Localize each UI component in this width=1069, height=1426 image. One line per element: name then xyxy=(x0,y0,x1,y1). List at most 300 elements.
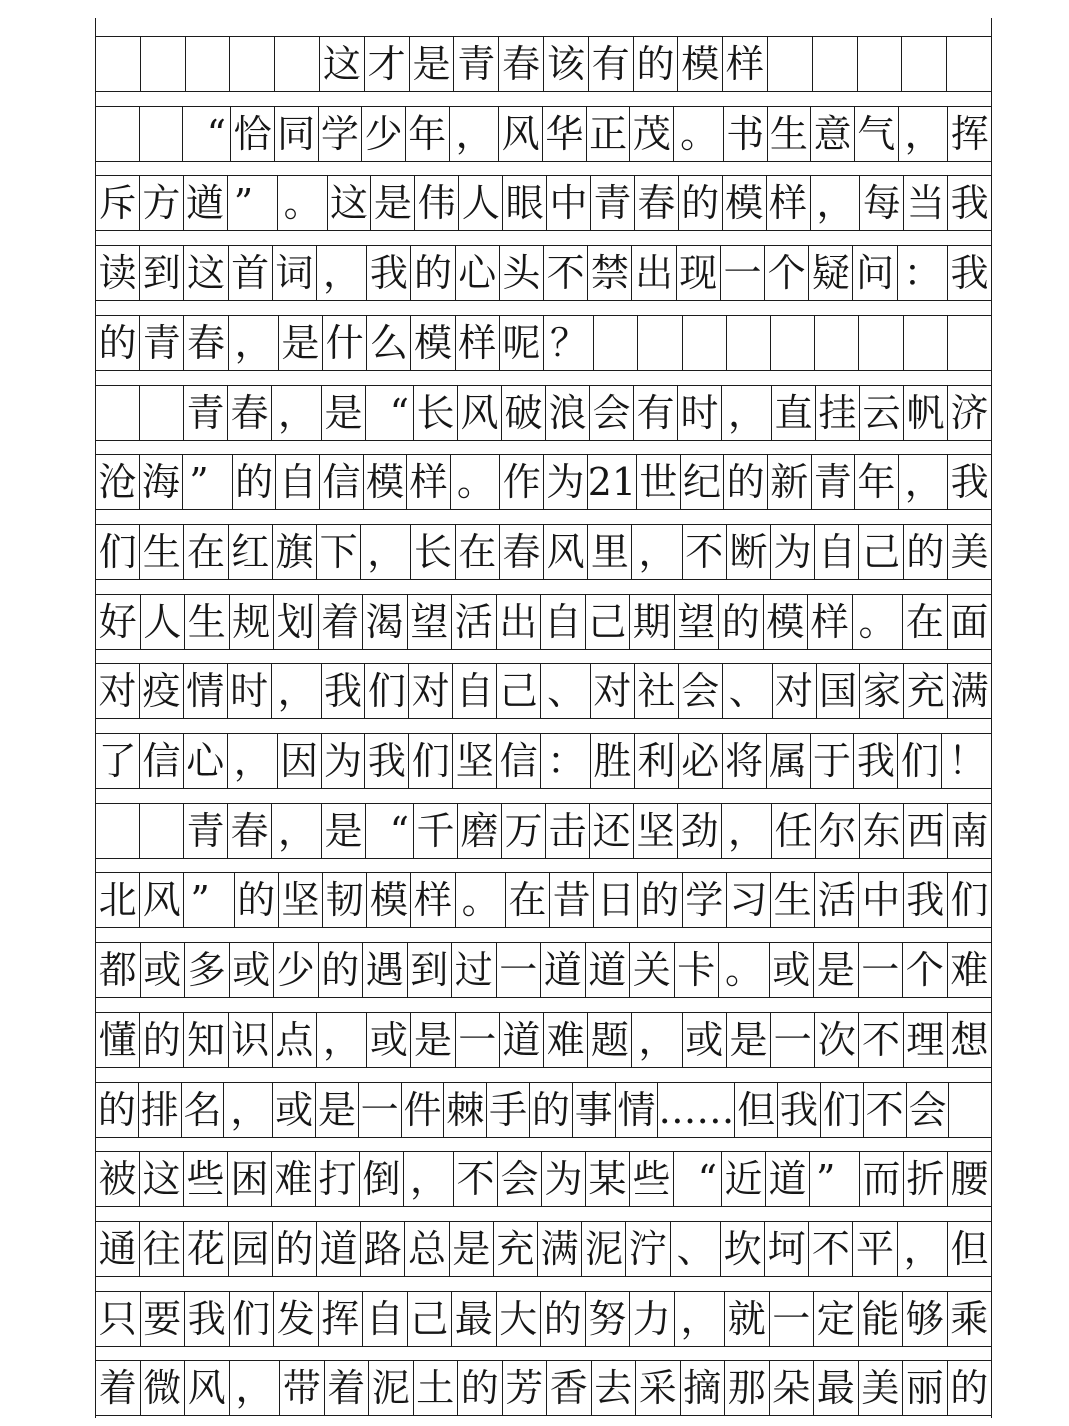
grid-cell: 香 xyxy=(547,1361,592,1415)
title-char-cell: 才 xyxy=(365,37,410,91)
title-char-cell xyxy=(947,37,991,91)
grid-cell: 乘 xyxy=(950,1296,989,1341)
grid-cell: ” xyxy=(228,176,278,230)
title-char-cell: 是 xyxy=(410,37,455,91)
grid-cell: 不 xyxy=(683,525,727,579)
grid-cell: 必 xyxy=(679,734,723,788)
grid-cell: 就 xyxy=(725,1292,770,1346)
grid-cell: 点 xyxy=(273,1013,317,1067)
title-char-cell: 样 xyxy=(723,37,768,91)
grid-cell: 们 xyxy=(365,664,409,718)
grid-cell: 少 xyxy=(362,107,406,161)
grid-cell: 在 xyxy=(903,595,948,649)
grid-cell: 生 xyxy=(185,595,230,649)
title-char-cell: 春 xyxy=(499,37,544,91)
grid-cell: 出 xyxy=(497,595,542,649)
grid-cell: 风 xyxy=(499,107,543,161)
title-char-cell: 该 xyxy=(544,37,589,91)
grid-cell: 济 xyxy=(950,390,989,435)
grid-cell: ， xyxy=(272,804,322,858)
title-char-cell xyxy=(230,37,275,91)
grid-cell: 磨 xyxy=(458,804,502,858)
grid-cell: 将 xyxy=(723,734,767,788)
grid-cell: 我 xyxy=(365,734,409,788)
grid-cell: 是 xyxy=(411,1013,455,1067)
grid-cell: 我 xyxy=(950,181,989,226)
grid-cell: 是 xyxy=(322,386,366,440)
grid-cell: 的 xyxy=(319,943,364,997)
grid-cell: 坚 xyxy=(634,804,678,858)
grid-cell: ， xyxy=(632,1013,682,1067)
grid-cell xyxy=(948,316,991,370)
grid-cell: 道 xyxy=(541,943,586,997)
grid-cell: 理 xyxy=(904,1013,948,1067)
grid-cell: ， xyxy=(899,107,949,161)
grid-cell: 对 xyxy=(409,664,453,718)
grid-cell: 气 xyxy=(855,107,899,161)
grid-cell: 发 xyxy=(274,1292,319,1346)
grid-cell: ， xyxy=(898,1222,948,1276)
grid-cell: 春 xyxy=(228,804,272,858)
grid-cell: 一 xyxy=(771,1013,815,1067)
grid-cell: 东 xyxy=(860,804,904,858)
grid-cell: 努 xyxy=(586,1292,631,1346)
grid-cell: 样 xyxy=(407,455,451,509)
grid-cell: 一 xyxy=(770,1292,815,1346)
grid-cell: 一 xyxy=(721,246,765,300)
grid-cell: 。 xyxy=(278,176,328,230)
grid-cell: 春 xyxy=(228,386,272,440)
grid-cell: 为 xyxy=(542,1152,586,1206)
grid-cell: 南 xyxy=(950,808,989,853)
title-char-cell xyxy=(275,37,320,91)
grid-cell: 风 xyxy=(458,386,502,440)
grid-cell: 折 xyxy=(904,1152,948,1206)
grid-cell: “ xyxy=(366,386,414,440)
grid-cell: 我 xyxy=(185,1292,230,1346)
grid-cell: 疑 xyxy=(809,246,853,300)
grid-cell: 花 xyxy=(184,1222,228,1276)
grid-cell: 书 xyxy=(724,107,768,161)
grid-cell: 中 xyxy=(859,873,903,927)
grid-cell: 自 xyxy=(541,595,586,649)
title-char-cell xyxy=(813,37,858,91)
grid-cell: 但 xyxy=(735,1083,778,1137)
grid-cell xyxy=(904,316,948,370)
grid-cell: 我 xyxy=(367,246,411,300)
grid-cell: 或 xyxy=(367,1013,411,1067)
grid-cell: 属 xyxy=(767,734,811,788)
grid-cell: 想 xyxy=(950,1017,989,1062)
grid-cell: 我 xyxy=(950,460,989,505)
grid-cell: 了 xyxy=(96,734,140,788)
grid-cell: 人 xyxy=(459,176,503,230)
grid-cell: 望 xyxy=(675,595,720,649)
grid-cell: 难 xyxy=(272,1152,316,1206)
grid-cell: 为 xyxy=(322,734,366,788)
grid-cell: 读 xyxy=(96,246,140,300)
grid-cell: 中 xyxy=(547,176,591,230)
grid-cell: 帆 xyxy=(904,386,948,440)
grid-cell: 千 xyxy=(414,804,458,858)
grid-cell: 好 xyxy=(96,595,141,649)
grid-cell: 的 xyxy=(233,455,277,509)
grid-cell: 人 xyxy=(141,595,186,649)
grid-cell: 朵 xyxy=(770,1361,815,1415)
text-row xyxy=(96,1360,991,1416)
grid-cell xyxy=(140,804,184,858)
grid-cell: 风 xyxy=(185,1361,230,1415)
grid-cell: 禁 xyxy=(588,246,632,300)
grid-cell: 面 xyxy=(950,599,989,644)
grid-cell: 会 xyxy=(679,664,723,718)
grid-cell xyxy=(594,316,638,370)
grid-cell: 挥 xyxy=(950,111,989,156)
grid-cell xyxy=(638,316,682,370)
grid-cell: ， xyxy=(230,1361,281,1415)
grid-cell: 棘 xyxy=(444,1083,487,1137)
grid-cell: 己 xyxy=(497,664,541,718)
text-row xyxy=(96,663,991,719)
grid-cell: ， xyxy=(722,386,772,440)
grid-cell: 青 xyxy=(140,316,184,370)
text-row xyxy=(96,524,991,580)
grid-cell: 少 xyxy=(274,943,319,997)
grid-cell: 微 xyxy=(141,1361,186,1415)
grid-cell: ， xyxy=(675,1292,726,1346)
grid-cell: 疫 xyxy=(140,664,184,718)
grid-cell: 恰 xyxy=(231,107,275,161)
grid-cell: 模 xyxy=(764,595,809,649)
grid-cell: 一 xyxy=(359,1083,402,1137)
grid-cell: 破 xyxy=(502,386,546,440)
grid-cell: 情 xyxy=(616,1083,659,1137)
grid-cell: 都 xyxy=(96,943,141,997)
text-row xyxy=(96,1082,991,1138)
grid-cell: 们 xyxy=(821,1083,864,1137)
grid-cell: 而 xyxy=(860,1152,904,1206)
grid-cell: 难 xyxy=(544,1013,588,1067)
text-row xyxy=(96,733,991,789)
grid-cell: ！ xyxy=(948,739,987,783)
grid-cell: 自 xyxy=(815,525,859,579)
grid-cell: 信 xyxy=(497,734,541,788)
grid-cell: 。 xyxy=(719,943,770,997)
grid-cell: 名 xyxy=(182,1083,225,1137)
grid-cell: ： xyxy=(898,246,948,300)
grid-cell: 浪 xyxy=(546,386,590,440)
title-char-cell xyxy=(141,37,186,91)
grid-cell: ” xyxy=(810,1152,860,1206)
text-row xyxy=(96,315,991,371)
grid-cell: 是 xyxy=(316,1083,359,1137)
grid-cell: 春 xyxy=(500,525,544,579)
grid-cell: 泥 xyxy=(369,1361,414,1415)
grid-cell: 或 xyxy=(273,1083,316,1137)
grid-cell: 这 xyxy=(328,176,372,230)
grid-cell: 问 xyxy=(853,246,897,300)
grid-cell: 道 xyxy=(500,1013,544,1067)
grid-cell: 道 xyxy=(586,943,631,997)
grid-cell: ， xyxy=(224,1083,273,1137)
grid-cell: 是 xyxy=(727,1013,771,1067)
grid-cell: 青 xyxy=(184,804,228,858)
grid-cell: 们 xyxy=(96,525,140,579)
text-row xyxy=(96,942,991,998)
grid-cell: 下 xyxy=(317,525,361,579)
grid-cell: 韧 xyxy=(323,873,367,927)
grid-cell: 的 xyxy=(458,1361,503,1415)
grid-cell: 模 xyxy=(364,455,408,509)
grid-cell: 对 xyxy=(96,664,140,718)
grid-cell: 还 xyxy=(590,804,634,858)
grid-cell: 丽 xyxy=(903,1361,948,1415)
grid-cell: 样 xyxy=(411,873,455,927)
essay-grid-paper xyxy=(95,18,992,1418)
grid-cell: 国 xyxy=(817,664,861,718)
grid-cell: 要 xyxy=(141,1292,186,1346)
grid-cell: 件 xyxy=(402,1083,445,1137)
grid-cell: ， xyxy=(272,386,322,440)
grid-cell: ， xyxy=(228,734,278,788)
grid-cell: 的 xyxy=(235,873,279,927)
grid-cell: 的 xyxy=(724,455,768,509)
grid-cell: 长 xyxy=(414,386,458,440)
grid-cell: 或 xyxy=(141,943,186,997)
grid-cell: 。 xyxy=(853,595,904,649)
title-char-cell xyxy=(96,37,141,91)
grid-cell: 作 xyxy=(500,455,544,509)
grid-cell: 是 xyxy=(371,176,415,230)
grid-cell: 的 xyxy=(411,246,455,300)
title-char-cell xyxy=(902,37,947,91)
grid-cell: 对 xyxy=(591,664,635,718)
grid-cell: 力 xyxy=(630,1292,675,1346)
grid-cell: 心 xyxy=(456,246,500,300)
grid-cell: 己 xyxy=(859,525,903,579)
grid-cell: 土 xyxy=(414,1361,459,1415)
grid-cell: ， xyxy=(361,525,411,579)
text-row xyxy=(96,1012,991,1068)
grid-cell: 期 xyxy=(630,595,675,649)
grid-cell: 因 xyxy=(278,734,322,788)
grid-cell: 方 xyxy=(140,176,184,230)
grid-cell: 路 xyxy=(361,1222,405,1276)
text-row xyxy=(96,1291,991,1347)
grid-cell: 头 xyxy=(500,246,544,300)
grid-cell: 在 xyxy=(506,873,550,927)
grid-cell: 劲 xyxy=(678,804,722,858)
grid-cell: 的 xyxy=(541,1292,586,1346)
grid-cell: 直 xyxy=(772,386,816,440)
grid-cell xyxy=(96,804,140,858)
grid-cell: 正 xyxy=(587,107,631,161)
grid-cell: ， xyxy=(899,455,949,509)
grid-cell: 西 xyxy=(904,804,948,858)
grid-cell: 沧 xyxy=(96,455,140,509)
grid-cell: 懂 xyxy=(96,1013,140,1067)
grid-cell: ， xyxy=(632,525,682,579)
grid-cell: 带 xyxy=(280,1361,325,1415)
grid-cell: 利 xyxy=(635,734,679,788)
grid-cell: 、 xyxy=(541,664,591,718)
grid-cell xyxy=(96,107,140,161)
grid-cell: 去 xyxy=(592,1361,637,1415)
text-row xyxy=(96,1221,991,1277)
title-char-cell xyxy=(186,37,231,91)
grid-cell: 里 xyxy=(588,525,632,579)
grid-cell: 红 xyxy=(229,525,273,579)
grid-cell: 每 xyxy=(860,176,904,230)
grid-cell: 模 xyxy=(723,176,767,230)
grid-cell: 样 xyxy=(767,176,811,230)
grid-cell: 年 xyxy=(406,107,450,161)
grid-cell: 模 xyxy=(411,316,455,370)
grid-cell: ， xyxy=(811,176,861,230)
grid-cell: 新 xyxy=(768,455,812,509)
grid-cell: 。 xyxy=(674,107,724,161)
grid-cell: 个 xyxy=(765,246,809,300)
grid-cell: 规 xyxy=(230,595,275,649)
grid-cell: “ xyxy=(366,804,414,858)
grid-cell: 风 xyxy=(140,873,184,927)
grid-cell: ” xyxy=(183,455,233,509)
grid-cell: 到 xyxy=(408,943,453,997)
grid-cell: 风 xyxy=(544,525,588,579)
grid-cell: 不 xyxy=(454,1152,498,1206)
title-char-cell: 的 xyxy=(634,37,679,91)
grid-cell: 充 xyxy=(904,664,948,718)
text-row xyxy=(96,803,991,859)
grid-cell: 个 xyxy=(903,943,948,997)
grid-cell: 生 xyxy=(768,107,812,161)
grid-cell: 事 xyxy=(573,1083,616,1137)
title-row xyxy=(96,36,991,92)
grid-cell: 信 xyxy=(140,734,184,788)
grid-cell xyxy=(140,107,184,161)
grid-cell: 关 xyxy=(630,943,675,997)
title-char-cell xyxy=(858,37,903,91)
grid-cell: “ xyxy=(674,1152,722,1206)
grid-cell: 。 xyxy=(451,455,501,509)
grid-cell: 样 xyxy=(456,316,500,370)
grid-cell: 但 xyxy=(950,1226,989,1271)
grid-cell: 望 xyxy=(408,595,453,649)
grid-cell xyxy=(859,316,903,370)
grid-cell: 的 xyxy=(679,176,723,230)
grid-cell: ， xyxy=(272,664,322,718)
grid-cell: 出 xyxy=(632,246,676,300)
grid-cell: 一 xyxy=(859,943,904,997)
grid-cell: 是 xyxy=(322,804,366,858)
grid-cell: 知 xyxy=(184,1013,228,1067)
grid-cell: …… xyxy=(658,1083,735,1137)
grid-cell: 首 xyxy=(229,246,273,300)
grid-cell: 坷 xyxy=(765,1222,809,1276)
grid-cell: 渴 xyxy=(363,595,408,649)
grid-cell: 识 xyxy=(229,1013,273,1067)
grid-cell: 时 xyxy=(678,386,722,440)
grid-cell: 排 xyxy=(139,1083,182,1137)
grid-cell: 的 xyxy=(719,595,764,649)
grid-cell: 能 xyxy=(859,1292,904,1346)
text-row xyxy=(96,106,991,162)
grid-cell: 家 xyxy=(860,664,904,718)
grid-cell: 旗 xyxy=(273,525,317,579)
grid-cell: 挥 xyxy=(319,1292,364,1346)
grid-cell: 样 xyxy=(808,595,853,649)
text-row xyxy=(96,1151,991,1207)
title-char-cell: 这 xyxy=(320,37,365,91)
grid-cell: 倒 xyxy=(360,1152,404,1206)
grid-cell: 自 xyxy=(276,455,320,509)
grid-cell: 园 xyxy=(229,1222,273,1276)
grid-cell: 遇 xyxy=(363,943,408,997)
grid-cell: 我 xyxy=(904,873,948,927)
grid-cell: 、 xyxy=(671,1222,721,1276)
grid-cell xyxy=(683,316,727,370)
grid-cell: 21 xyxy=(588,455,637,509)
grid-cell: 我 xyxy=(778,1083,821,1137)
grid-cell xyxy=(140,386,184,440)
grid-cell: 坚 xyxy=(453,734,497,788)
grid-cell: 社 xyxy=(635,664,679,718)
grid-cell: 什 xyxy=(323,316,367,370)
grid-cell: 我 xyxy=(854,734,898,788)
grid-cell: 到 xyxy=(140,246,184,300)
grid-cell: 够 xyxy=(903,1292,948,1346)
grid-cell: 定 xyxy=(814,1292,859,1346)
text-row xyxy=(96,872,991,928)
grid-cell: ， xyxy=(229,316,279,370)
grid-cell: 心 xyxy=(184,734,228,788)
grid-cell: 卡 xyxy=(675,943,720,997)
grid-cell: 们 xyxy=(230,1292,275,1346)
grid-cell: 信 xyxy=(320,455,364,509)
grid-cell: 模 xyxy=(367,873,411,927)
grid-cell: ： xyxy=(541,734,591,788)
grid-cell: 的 xyxy=(904,525,948,579)
grid-cell: 茂 xyxy=(630,107,674,161)
title-char-cell xyxy=(768,37,813,91)
grid-cell: 尔 xyxy=(816,804,860,858)
grid-cell: 最 xyxy=(814,1361,859,1415)
grid-cell: 我 xyxy=(322,664,366,718)
grid-cell: 这 xyxy=(184,246,228,300)
grid-cell: 过 xyxy=(452,943,497,997)
grid-cell: 击 xyxy=(546,804,590,858)
grid-cell: 在 xyxy=(456,525,500,579)
grid-cell: 生 xyxy=(771,873,815,927)
grid-cell: 是 xyxy=(450,1222,494,1276)
grid-cell: 们 xyxy=(950,878,989,923)
grid-cell: 美 xyxy=(859,1361,904,1415)
grid-cell: 为 xyxy=(771,525,815,579)
grid-cell: 芳 xyxy=(503,1361,548,1415)
grid-cell: 着 xyxy=(96,1361,141,1415)
grid-cell: 习 xyxy=(727,873,771,927)
grid-cell: 会 xyxy=(907,1083,950,1137)
grid-cell: 的 xyxy=(96,1083,139,1137)
grid-cell: 泞 xyxy=(626,1222,670,1276)
grid-cell: 采 xyxy=(636,1361,681,1415)
grid-cell: 己 xyxy=(408,1292,453,1346)
grid-cell: 北 xyxy=(96,873,140,927)
grid-cell: 着 xyxy=(325,1361,370,1415)
grid-cell: 。 xyxy=(456,873,506,927)
grid-cell: 某 xyxy=(586,1152,630,1206)
grid-cell: 长 xyxy=(411,525,455,579)
